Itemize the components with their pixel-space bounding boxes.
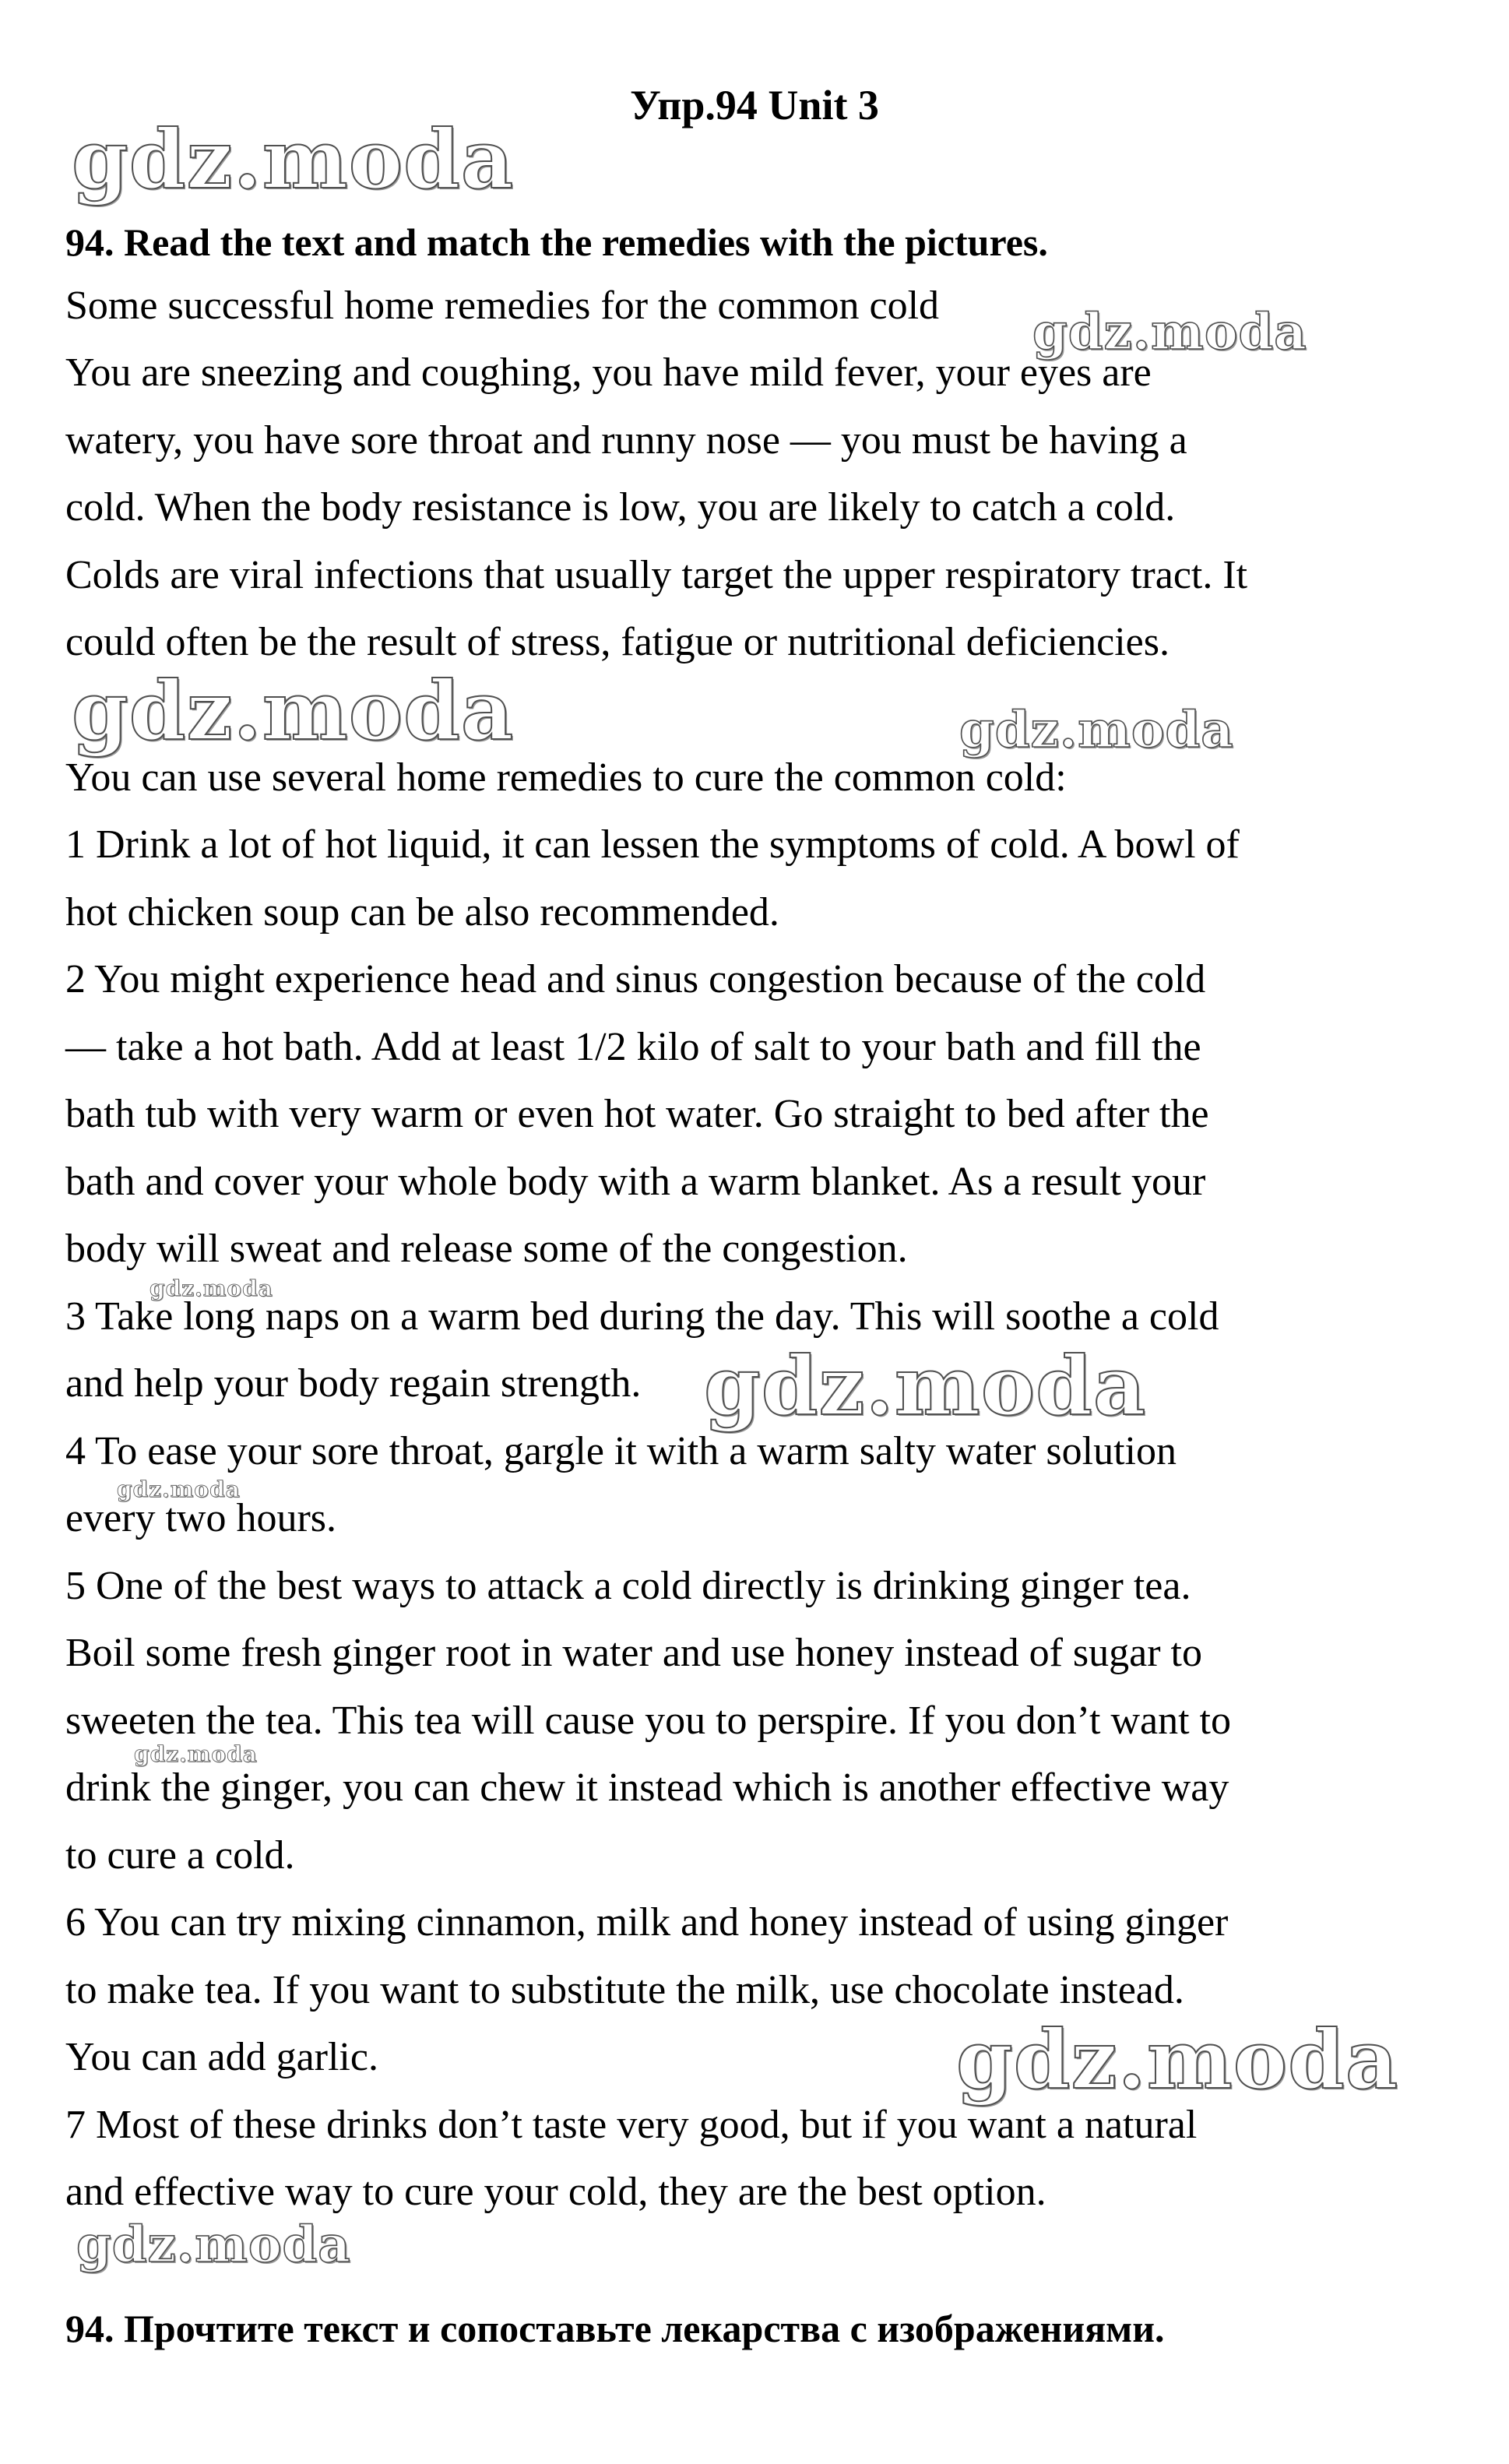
text-line: hot chicken soup can be also recommended. — [65, 890, 779, 935]
text-line: 5 One of the best ways to attack a cold directly is drinking ginger tea. — [65, 1564, 1191, 1608]
text-line: and effective way to cure your cold, they are the best option. — [65, 2170, 1046, 2214]
watermark-logo: gdz.moda — [149, 1276, 273, 1301]
text-line: and help your body regain strength. — [65, 1361, 642, 1406]
text-line: You can add garlic. — [65, 2035, 378, 2079]
watermark-logo: gdz.moda — [134, 1741, 258, 1767]
text-line: to cure a cold. — [65, 1833, 295, 1878]
watermark-logo: gdz.moda — [117, 1477, 241, 1502]
text-line: bath tub with very warm or even hot water. Go straight to bed after the — [65, 1092, 1209, 1136]
text-line: 6 You can try mixing cinnamon, milk and honey instead of using ginger — [65, 1900, 1229, 1945]
text-line: Boil some fresh ginger root in water and use honey instead of sugar to — [65, 1631, 1202, 1675]
text-line: 2 You might experience head and sinus congestion because of the cold — [65, 957, 1206, 1001]
text-line: 7 Most of these drinks don’t taste very good, but if you want a natural — [65, 2103, 1198, 2147]
text-line: bath and cover your whole body with a warm blanket. As a result your — [65, 1160, 1206, 1204]
exercise-heading-en: 94. Read the text and match the remedies with the pictures. — [65, 220, 1048, 264]
watermark-logo: gdz.moda — [956, 2012, 1399, 2107]
text-line: Colds are viral infections that usually target the upper respiratory tract. It — [65, 553, 1248, 597]
text-line: sweeten the tea. This tea will cause you to perspire. If you don’t want to — [65, 1698, 1232, 1743]
text-line: 1 Drink a lot of hot liquid, it can lessen the symptoms of cold. A bowl of — [65, 822, 1240, 867]
watermark-logo: gdz.moda — [959, 701, 1234, 759]
text-line: Some successful home remedies for the common cold — [65, 283, 940, 328]
watermark-logo: gdz.moda — [72, 111, 515, 207]
text-line: watery, you have sore throat and runny nose — you must be having a — [65, 418, 1187, 463]
text-line: drink the ginger, you can chew it instead which is another effective way — [65, 1765, 1229, 1810]
watermark-logo: gdz.moda — [704, 1338, 1147, 1434]
text-line: body will sweat and release some of the congestion. — [65, 1227, 908, 1271]
text-line: cold. When the body resistance is low, you are likely to catch a cold. — [65, 485, 1176, 530]
exercise-heading-ru: 94. Прочтите текст и сопоставьте лекарства с изображениями. — [65, 2307, 1165, 2350]
watermark-logo: gdz.moda — [1032, 303, 1307, 361]
text-line: You are sneezing and coughing, you have mild fever, your eyes are — [65, 350, 1152, 395]
text-line: every two hours. — [65, 1496, 337, 1540]
text-line: — take a hot bath. Add at least 1/2 kilo of salt to your bath and fill the — [65, 1025, 1201, 1069]
page-title: Упр.94 Unit 3 — [630, 82, 879, 128]
text-line: 4 To ease your sore throat, gargle it with a warm salty water solution — [65, 1429, 1177, 1473]
text-line: You can use several home remedies to cure the common cold: — [65, 755, 1067, 800]
watermark-logo: gdz.moda — [76, 2216, 351, 2274]
text-line: to make tea. If you want to substitute the milk, use chocolate instead. — [65, 1968, 1184, 2012]
watermark-logo: gdz.moda — [72, 663, 515, 759]
text-line: could often be the result of stress, fatigue or nutritional deficiencies. — [65, 620, 1170, 664]
text-line: 3 Take long naps on a warm bed during the day. This will soothe a cold — [65, 1294, 1219, 1339]
